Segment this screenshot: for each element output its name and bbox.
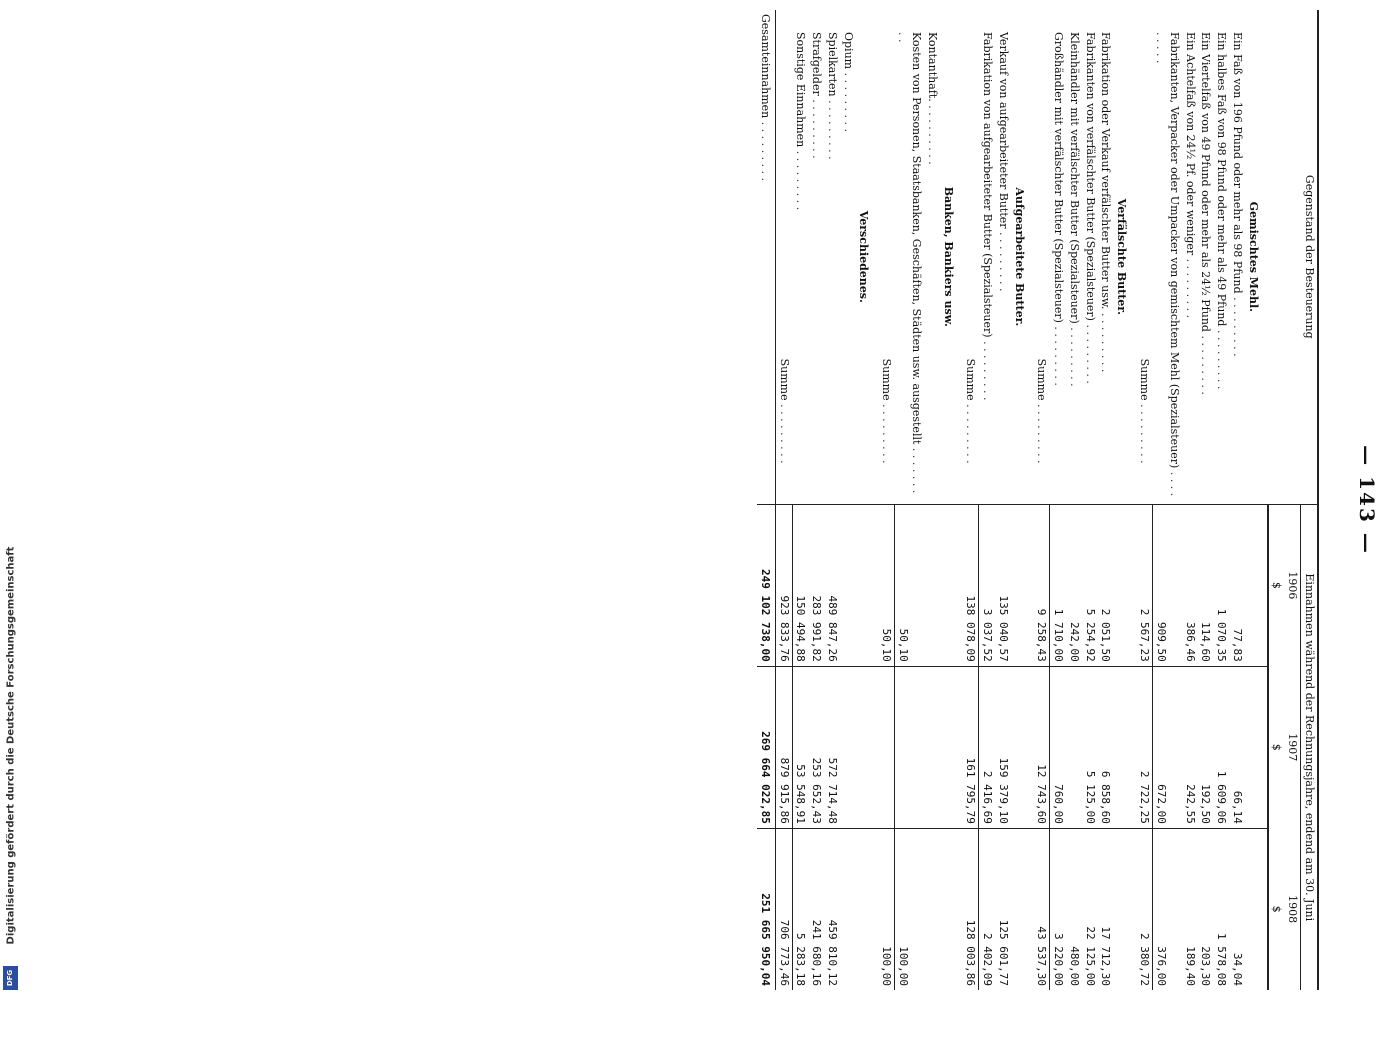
value-1908: 376,00: [1153, 828, 1183, 990]
section-heading-row: [940, 10, 963, 990]
sum-label: Summe . . .: [1034, 10, 1050, 504]
value-1908: 17 712,30: [1098, 828, 1114, 990]
value-1906: 909,50: [1153, 504, 1183, 666]
value-1906: 50,10: [895, 504, 925, 666]
digitization-credit: Digitalisierung gefördert durch die Deutsche Forschungsgemeinschaft: [5, 546, 17, 944]
table-row: [824, 10, 840, 990]
value-1906: 489 847,26: [824, 504, 840, 666]
value-1908: 5 283,18: [792, 828, 808, 990]
table-row: [1098, 10, 1114, 990]
value-1906: 3 037,52: [979, 504, 995, 666]
table-row: [924, 10, 940, 990]
sum-label: Summe . . .: [963, 10, 979, 504]
sum-1907: 879 915,86: [776, 666, 793, 828]
section-title: Gemischtes Mehl.: [1246, 201, 1260, 312]
value-1907: 672,00: [1153, 666, 1183, 828]
value-1906: 135 040,57: [995, 504, 1011, 666]
sum-1906: 50,10: [879, 504, 895, 666]
value-1906: 283 991,82: [809, 504, 825, 666]
empty-cell: [1011, 504, 1034, 666]
value-1907: 66,14: [1229, 666, 1245, 828]
row-label: Sonstige Einnahmen . . .: [792, 10, 808, 504]
value-1908: 189,40: [1182, 828, 1198, 990]
table-row: [1198, 10, 1214, 990]
sum-1906: 9 258,43: [1034, 504, 1050, 666]
empty-cell: [940, 666, 963, 828]
value-1907: [924, 666, 940, 828]
table-row: [792, 10, 808, 990]
value-1908: 125 601,77: [995, 828, 1011, 990]
value-1908: 3 220,00: [1050, 828, 1066, 990]
unit-label: $: [1268, 828, 1285, 990]
sum-row: [963, 10, 979, 990]
value-1906: 150 494,88: [792, 504, 808, 666]
row-label: Ein Achtelfaß von 24½ Pf. oder weniger . . .: [1182, 10, 1198, 504]
revenue-table: [757, 10, 1319, 990]
value-1907: 192,50: [1198, 666, 1214, 828]
section-heading-row: [1245, 10, 1268, 990]
empty-cell: [856, 828, 879, 990]
sum-1906: 2 567,23: [1136, 504, 1152, 666]
sum-label: Summe . . .: [1136, 10, 1152, 504]
row-label: Verkauf von aufgearbeiteter Butter . . .: [995, 10, 1011, 504]
value-1908: [924, 828, 940, 990]
column-header-group: Einnahmen während der Rechnungsjahre, endend am 30. Juni: [1301, 504, 1318, 990]
sum-label: Summe . . .: [776, 10, 793, 504]
value-1906: 114,60: [1198, 504, 1214, 666]
column-header-1906: 1906: [1286, 571, 1300, 600]
value-1908: 459 810,12: [824, 828, 840, 990]
row-label: Fabrikation von aufgearbeiteter Butter (Spezialsteuer) . . .: [979, 10, 995, 504]
section-title: Aufgearbeitete Butter.: [1012, 187, 1026, 327]
value-1906: 2 051,50: [1098, 504, 1114, 666]
table-row: [995, 10, 1011, 990]
unit-label: $: [1268, 666, 1285, 828]
sum-1908: 706 773,46: [776, 828, 793, 990]
empty-cell: [940, 504, 963, 666]
empty-cell: [1245, 666, 1268, 828]
value-1907: 253 652,43: [809, 666, 825, 828]
value-1907: 760,00: [1050, 666, 1066, 828]
row-label: Kontanthaft. . . .: [924, 10, 940, 504]
table-row: [1229, 10, 1245, 990]
row-label: Ein Faß von 196 Pfund oder mehr als 98 Pfund . . .: [1229, 10, 1245, 504]
value-1908: 203,30: [1198, 828, 1214, 990]
row-label: Fabrikation oder Verkauf verfälschter Butter usw. . . .: [1098, 10, 1114, 504]
section-title: Verfälschte Butter.: [1115, 198, 1129, 315]
value-1907: 1 609,06: [1214, 666, 1230, 828]
section-heading-row: [1114, 10, 1137, 990]
value-1908: 100,00: [895, 828, 925, 990]
empty-cell: [1011, 666, 1034, 828]
value-1906: 1 070,35: [1214, 504, 1230, 666]
value-1907: 242,55: [1182, 666, 1198, 828]
sum-1907: 161 795,79: [963, 666, 979, 828]
total-row: [757, 10, 775, 990]
value-1907: 5 125,00: [1082, 666, 1098, 828]
table-body: [757, 10, 1268, 990]
section-heading-row: [1011, 10, 1034, 990]
sum-row: [1136, 10, 1152, 990]
row-label: Fabrikanten von verfälschter Butter (Spezialsteuer) . . .: [1082, 10, 1098, 504]
row-label: Spielkarten . . .: [824, 10, 840, 504]
empty-cell: [1245, 504, 1268, 666]
total-label: Gesamteinnahmen . . .: [757, 10, 775, 504]
table-row: [1153, 10, 1183, 990]
value-1907: [1066, 666, 1082, 828]
row-label: Fabrikanten, Verpacker oder Umpacker von gemischtem Mehl (Spezialsteuer) . . .: [1153, 10, 1183, 504]
dfg-logo: DFG: [3, 966, 18, 990]
sum-1906: 138 078,09: [963, 504, 979, 666]
empty-cell: [1245, 828, 1268, 990]
value-1907: 159 379,10: [995, 666, 1011, 828]
empty-cell: [1114, 666, 1137, 828]
value-1907: 2 416,69: [979, 666, 995, 828]
sum-1907: [879, 666, 895, 828]
table-row: [1214, 10, 1230, 990]
sum-row: [1034, 10, 1050, 990]
table-row: [809, 10, 825, 990]
sum-row: [776, 10, 793, 990]
value-1906: 386,46: [1182, 504, 1198, 666]
table-row: [979, 10, 995, 990]
table-row: [895, 10, 925, 990]
section-title: Verschiedenes.: [857, 210, 871, 303]
value-1907: 572 714,48: [824, 666, 840, 828]
value-1906: 1 710,00: [1050, 504, 1066, 666]
row-label: Ein halbes Faß von 98 Pfund oder mehr als 49 Pfund . . .: [1214, 10, 1230, 504]
empty-cell: [1011, 828, 1034, 990]
value-1908: [840, 828, 856, 990]
column-header-subject: Gegenstand der Besteuerung: [1268, 10, 1318, 504]
column-header-1907: 1907: [1286, 733, 1300, 762]
row-label: Kosten von Personen, Staatsbanken, Geschäften, Städten usw. ausgestellt . . .: [895, 10, 925, 504]
value-1906: [840, 504, 856, 666]
value-1907: [840, 666, 856, 828]
row-label: Opium . . .: [840, 10, 856, 504]
column-header-1908: 1908: [1286, 895, 1300, 924]
table-row: [1066, 10, 1082, 990]
sum-row: [879, 10, 895, 990]
table-row: [1182, 10, 1198, 990]
sum-1908: 2 380,72: [1136, 828, 1152, 990]
value-1906: 242,00: [1066, 504, 1082, 666]
empty-cell: [940, 828, 963, 990]
sum-label: Summe . . .: [879, 10, 895, 504]
table-row: [1050, 10, 1066, 990]
value-1906: 5 254,92: [1082, 504, 1098, 666]
section-title: Banken, Bankiers usw.: [941, 186, 955, 327]
section-heading-row: [856, 10, 879, 990]
value-1908: 2 402,09: [979, 828, 995, 990]
sum-1908: 100,00: [879, 828, 895, 990]
sum-1908: 43 537,30: [1034, 828, 1050, 990]
table-row: [840, 10, 856, 990]
value-1908: 22 125,00: [1082, 828, 1098, 990]
row-label: Kleinhändler mit verfälschter Butter (Spezialsteuer) . . .: [1066, 10, 1082, 504]
sum-1908: 128 003,86: [963, 828, 979, 990]
row-label: Ein Viertelfaß von 49 Pfund oder mehr als 24½ Pfund . . .: [1198, 10, 1214, 504]
value-1908: 241 680,16: [809, 828, 825, 990]
value-1908: 1 578,08: [1214, 828, 1230, 990]
total-1908: 251 665 950,04: [757, 828, 775, 990]
value-1908: 480,00: [1066, 828, 1082, 990]
empty-cell: [856, 504, 879, 666]
value-1907: 6 858,60: [1098, 666, 1114, 828]
value-1907: 53 548,91: [792, 666, 808, 828]
row-label: Großhändler mit verfälschter Butter (Spezialsteuer) . . .: [1050, 10, 1066, 504]
page-number: — 143 —: [1355, 445, 1379, 555]
table-row: [1082, 10, 1098, 990]
empty-cell: [856, 666, 879, 828]
unit-label: $: [1268, 504, 1285, 666]
value-1906: 77,83: [1229, 504, 1245, 666]
total-1906: 249 102 738,00: [757, 504, 775, 666]
total-1907: 269 664 022,85: [757, 666, 775, 828]
value-1907: [895, 666, 925, 828]
sum-1907: 12 743,60: [1034, 666, 1050, 828]
sum-1907: 2 722,25: [1136, 666, 1152, 828]
empty-cell: [1114, 828, 1137, 990]
value-1908: 34,04: [1229, 828, 1245, 990]
row-label: Strafgelder . . .: [809, 10, 825, 504]
empty-cell: [1114, 504, 1137, 666]
sum-1906: 923 833,76: [776, 504, 793, 666]
value-1906: [924, 504, 940, 666]
